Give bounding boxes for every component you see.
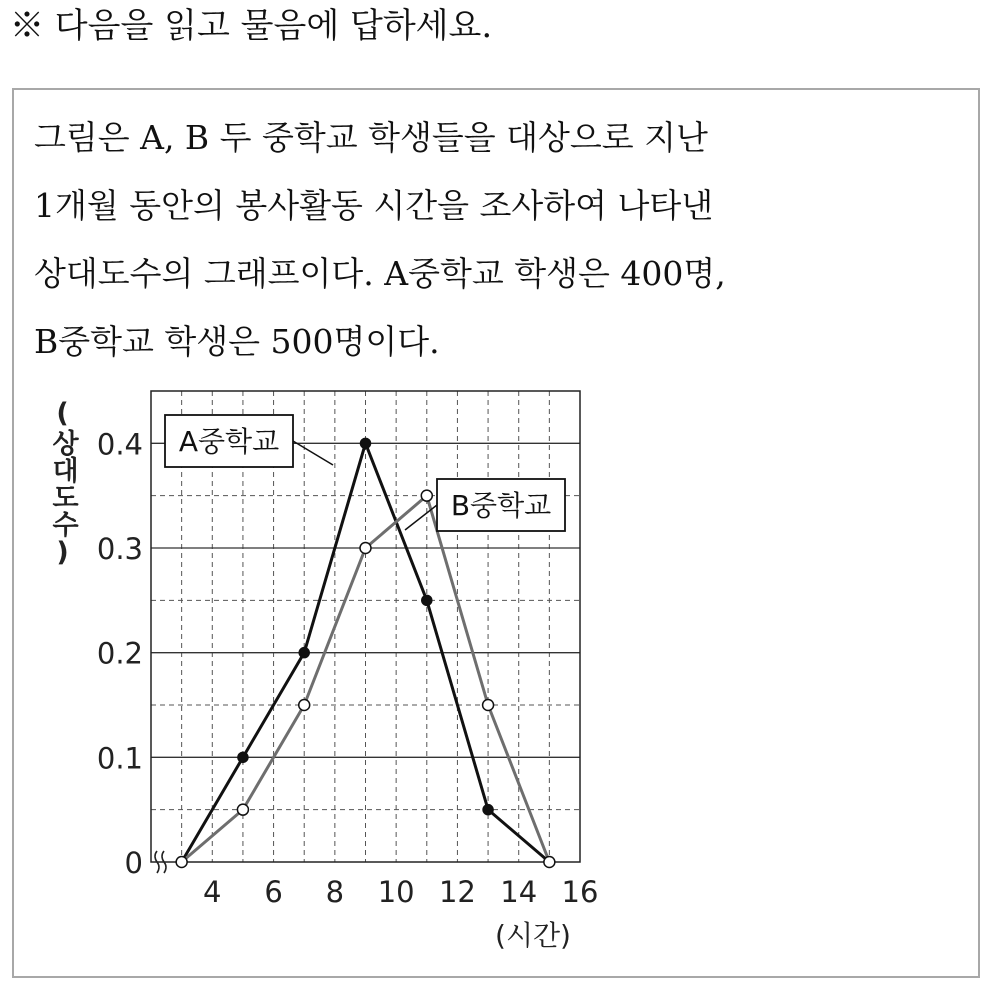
x-tick-label: 10 [377,875,415,909]
x-tick-label: 8 [325,875,345,909]
x-axis-label: (시간) [495,919,571,952]
data-point-b [237,804,248,815]
data-point-a [361,438,371,448]
x-tick-label: 6 [264,875,283,909]
x-tick-label: 16 [561,875,599,909]
passage-line: B중학교 학생은 500명이다. [34,322,440,361]
passage-line: 상대도수의 그래프이다. A중학교 학생은 400명, [34,254,726,293]
passage-line: 그림은 A, B 두 중학교 학생들을 대상으로 지난 [34,118,708,157]
y-tick-label: 0 [124,846,143,880]
y-axis-label: (상대도수) [47,398,78,568]
legend-label-b: B중학교 [450,489,552,522]
data-point-b [176,857,187,868]
x-tick-label: 12 [438,875,476,909]
data-point-a [483,805,493,815]
data-point-b [360,543,371,554]
data-point-a [299,648,309,658]
data-point-b [421,490,432,501]
x-tick-label: 4 [203,875,222,909]
passage-line: 1개월 동안의 봉사활동 시간을 조사하여 나타낸 [34,186,714,225]
data-point-b [299,700,310,711]
legend-label-a: A중학교 [178,425,280,458]
y-tick-label: 0.1 [96,741,143,776]
instruction-text: ※ 다음을 읽고 물음에 답하세요. [10,6,493,46]
data-point-a [238,752,248,762]
data-point-b [544,857,555,868]
data-point-a [422,595,432,605]
y-tick-label: 0.3 [96,532,143,566]
x-tick-label: 14 [500,875,538,909]
data-point-b [483,700,494,711]
y-tick-label: 0.4 [96,427,143,462]
y-tick-label: 0.2 [96,636,143,671]
